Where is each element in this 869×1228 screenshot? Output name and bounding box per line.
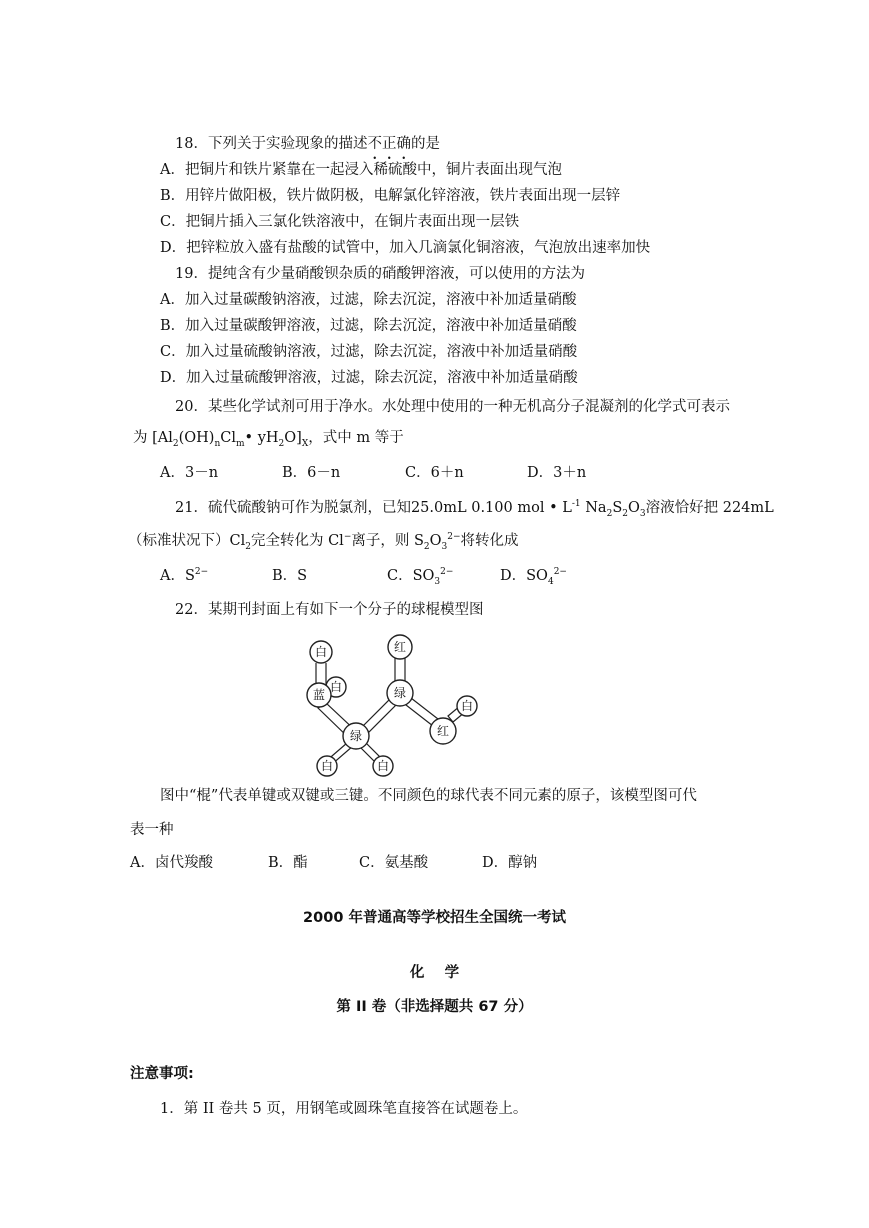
notice-item: 1．第 II 卷共 5 页，用钢笔或圆珠笔直接答在试题卷上。	[160, 1101, 528, 1117]
q18-stem-pre: 18．下列关于实验现象的描述	[175, 136, 368, 152]
q21-stem-part: O	[628, 500, 640, 516]
q21-stem-sup: 2−	[447, 532, 461, 543]
q21-stem	[175, 498, 774, 518]
q21-option-c-sub: 3	[434, 576, 441, 587]
q21-option-a-sup: 2−	[194, 567, 209, 578]
q18-option-d: D．把锌粒放入盛有盐酸的试管中，加入几滴氯化铜溶液，气泡放出速率加快	[160, 240, 651, 256]
part-title: 第 II 卷（非选择题共 67 分）	[336, 999, 533, 1015]
atom-label: 绿	[349, 729, 363, 743]
atom-label: 红	[393, 640, 407, 654]
atom-label: 红	[436, 724, 450, 738]
q20-stem: 20．某些化学试剂可用于净水。水处理中使用的一种无机高分子混凝剂的化学式可表示	[175, 399, 730, 415]
atom-label: 白	[314, 645, 328, 659]
q21-option-a	[160, 566, 208, 586]
q21-stem-part: Na	[580, 500, 607, 516]
q21-stem-part: 21．硫代硫酸钠可作为脱氯剂，已知25.0mL 0.100 mol • L	[175, 500, 572, 516]
q21-stem-part: O	[429, 533, 442, 549]
q21-stem-sub: 2	[622, 508, 628, 519]
q20-formula-sub: 2	[278, 438, 285, 449]
q21-option-c-text: C．SO	[387, 568, 435, 584]
q20-option-a: A．3－n	[160, 465, 219, 481]
q20-formula-part: O]	[284, 430, 302, 446]
q18-option-c: C．把铜片插入三氯化铁溶液中，在铜片表面出现一层铁	[160, 214, 520, 230]
q21-option-d	[500, 566, 567, 586]
q21-stem-line2	[128, 531, 519, 551]
q22-stem: 22．某期刊封面上有如下一个分子的球棍模型图	[175, 602, 484, 618]
q20-formula-part: (OH)	[178, 430, 215, 446]
q18-emphasis-char: 确	[396, 136, 411, 152]
bonds	[316, 658, 465, 765]
q21-stem-sub: 2	[606, 508, 613, 519]
q21-stem-part: S	[612, 500, 623, 516]
atom-label: 蓝	[312, 688, 326, 702]
q20-formula-line	[133, 428, 404, 448]
q18-stem-post: 的是	[410, 136, 440, 152]
q21-options	[160, 566, 760, 586]
atom-label: 白	[320, 759, 334, 773]
q18-option-a: A．把铜片和铁片紧靠在一起浸入稀硫酸中，铜片表面出现气泡	[160, 162, 562, 178]
exam-title: 2000 年普通高等学校招生全国统一考试	[303, 910, 566, 926]
q21-stem-part: 完全转化为 Cl	[250, 533, 344, 549]
q21-stem-sup: -1	[571, 499, 581, 510]
q20-formula-part: Cl	[220, 430, 236, 446]
q22-caption-line1: 图中“棍”代表单键或双键或三键。不同颜色的球代表不同元素的原子，该模型图可代	[160, 788, 697, 804]
q21-stem-part: 将转化成	[460, 533, 519, 549]
q20-formula-sub: m	[236, 438, 245, 449]
atom-label: 绿	[393, 686, 407, 700]
q19-option-c: C．加入过量硫酸钠溶液，过滤，除去沉淀，溶液中补加适量硝酸	[160, 344, 578, 360]
q22-option-d: D．醇钠	[482, 855, 538, 871]
q20-formula-sub: 2	[172, 438, 179, 449]
q20-formula-sub: X	[301, 438, 309, 449]
q19-option-a: A．加入过量碳酸钠溶液，过滤，除去沉淀，溶液中补加适量硝酸	[160, 292, 577, 308]
q19-option-d: D．加入过量硫酸钾溶液，过滤，除去沉淀，溶液中补加适量硝酸	[160, 370, 578, 386]
q20-option-c: C．6＋n	[405, 465, 464, 481]
q21-option-d-text: D．SO	[500, 568, 548, 584]
q22-options	[130, 853, 730, 873]
q21-option-a-text: A．S	[160, 568, 195, 584]
q21-stem-sub: 2	[245, 541, 251, 552]
q20-formula-part: • yH	[244, 430, 279, 446]
atom-label: 白	[376, 759, 390, 773]
q21-stem-sub: 2	[423, 541, 430, 552]
q21-stem-sub: 3	[441, 541, 448, 552]
q21-stem-part: （标准状况下）Cl	[128, 533, 246, 549]
q22-option-a: A．卤代羧酸	[130, 855, 213, 871]
q18-emphasis-char: 不	[367, 136, 382, 152]
q22-option-b: B．酯	[268, 855, 308, 871]
q21-option-c-sup: 2−	[440, 567, 454, 578]
q19-stem: 19．提纯含有少量硝酸钡杂质的硝酸钾溶液，可以使用的方法为	[175, 266, 585, 282]
q22-option-c: C．氨基酸	[359, 855, 429, 871]
subject-title: 化 学	[409, 965, 460, 981]
q21-stem-part: 溶液恰好把 224mL	[645, 500, 774, 516]
atom-label: 白	[460, 699, 474, 713]
q21-option-d-sub: 4	[547, 576, 554, 587]
q21-stem-part: 离子，则 S	[351, 533, 424, 549]
q21-option-c	[387, 566, 453, 586]
q21-option-b-text: B．S	[272, 568, 308, 584]
q21-option-d-sup: 2−	[553, 567, 567, 578]
q18-stem	[175, 134, 440, 154]
ball-and-stick-model	[295, 628, 495, 780]
q20-option-d: D．3＋n	[527, 465, 587, 481]
q20-formula-sub: n	[214, 438, 221, 449]
q21-stem-sub: 3	[639, 508, 646, 519]
atom-label: 白	[329, 680, 343, 694]
q21-stem-sup: −	[343, 532, 352, 543]
q18-option-b: B．用锌片做阳极，铁片做阴极，电解氯化锌溶液，铁片表面出现一层锌	[160, 188, 621, 204]
q20-options	[160, 463, 760, 483]
q22-caption-line2: 表一种	[130, 822, 174, 838]
q21-option-b	[272, 566, 307, 586]
notice-heading: 注意事项:	[130, 1066, 194, 1082]
q18-emphasis-char: 正	[381, 136, 397, 152]
q20-formula-part: ，式中 m 等于	[308, 430, 404, 446]
q20-option-b: B．6－n	[282, 465, 341, 481]
q19-option-b: B．加入过量碳酸钾溶液，过滤，除去沉淀，溶液中补加适量硝酸	[160, 318, 577, 334]
q20-formula-part: 为 [Al	[133, 430, 173, 446]
